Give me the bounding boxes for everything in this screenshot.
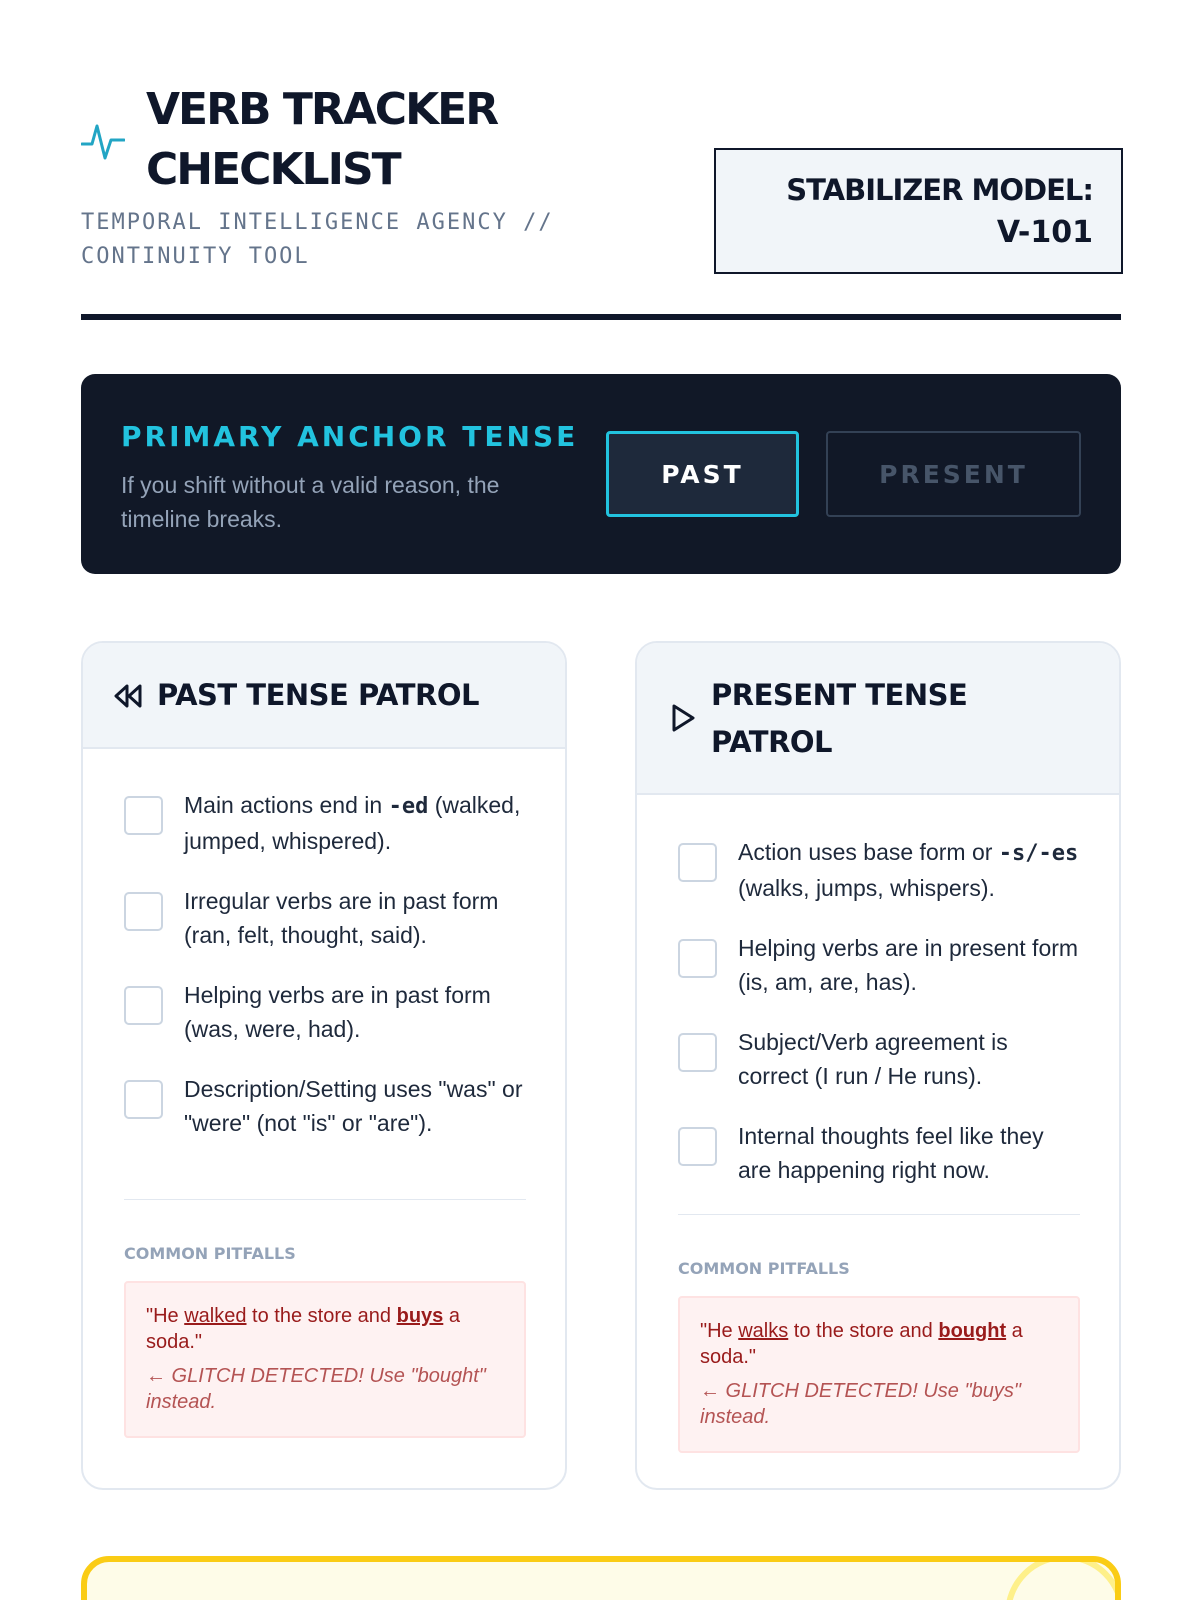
quote-text: a soda." bbox=[700, 1320, 1023, 1368]
list-item bbox=[678, 931, 1080, 999]
list-item bbox=[678, 835, 1080, 905]
pitfalls-label: COMMON PITFALLS bbox=[124, 1244, 296, 1263]
pitfall-example bbox=[678, 1296, 1080, 1453]
item-text: Main actions end in bbox=[184, 792, 389, 818]
item-text: Helping verbs are in past form (was, were, had). bbox=[184, 982, 491, 1042]
pitfall-example bbox=[124, 1281, 526, 1438]
pulse-icon bbox=[81, 120, 125, 164]
quote-text: to the store and bbox=[246, 1305, 397, 1327]
model-label: STABILIZER MODEL: bbox=[786, 173, 1093, 207]
anchor-tense-panel bbox=[81, 374, 1121, 574]
past-tense-patrol-card bbox=[81, 641, 567, 1490]
list-item bbox=[124, 788, 526, 858]
quote-text: "He bbox=[700, 1320, 739, 1342]
item-code: -s/-es bbox=[998, 841, 1079, 866]
stabilizer-model-box bbox=[714, 148, 1123, 274]
item-text: Subject/Verb agreement is correct (I run / He runs). bbox=[738, 1029, 1008, 1089]
rewind-icon bbox=[111, 679, 145, 713]
pitfall-quote bbox=[146, 1303, 506, 1355]
play-icon bbox=[665, 701, 699, 735]
item-text: Irregular verbs are in past form (ran, felt, thought, said). bbox=[184, 888, 499, 948]
header-divider bbox=[81, 314, 1121, 320]
card-title: PRESENT TENSE PATROL bbox=[711, 678, 968, 759]
quote-verb-error: bought bbox=[938, 1320, 1007, 1342]
item-text: Internal thoughts feel like they are happening right now. bbox=[738, 1123, 1044, 1183]
quote-text: "He bbox=[146, 1305, 185, 1327]
quote-verb-correct: walked bbox=[184, 1305, 247, 1327]
page-title-line2: CHECKLIST bbox=[146, 144, 400, 195]
item-text: Helping verbs are in present form (is, am, are, has). bbox=[738, 935, 1079, 995]
decorative-circle bbox=[1005, 1556, 1121, 1600]
past-tense-button[interactable]: PAST bbox=[606, 431, 799, 517]
quote-verb-error: buys bbox=[396, 1305, 444, 1327]
page-subtitle: TEMPORAL INTELLIGENCE AGENCY // CONTINUITY TOOL bbox=[81, 210, 554, 269]
pitfall-note: ← GLITCH DETECTED! Use "buys" instead. bbox=[700, 1380, 1021, 1428]
present-tense-button[interactable]: PRESENT bbox=[826, 431, 1081, 517]
item-text: Action uses base form or bbox=[738, 839, 999, 865]
checkbox[interactable] bbox=[678, 1127, 717, 1166]
pitfall-quote bbox=[700, 1318, 1060, 1370]
list-item bbox=[124, 978, 526, 1046]
list-item bbox=[124, 1072, 526, 1140]
present-checklist bbox=[678, 835, 1080, 1187]
card-header bbox=[637, 643, 1119, 795]
quote-verb-correct: walks bbox=[738, 1320, 789, 1342]
bottom-callout-panel bbox=[81, 1556, 1121, 1600]
checkbox[interactable] bbox=[678, 843, 717, 882]
checkbox[interactable] bbox=[678, 1033, 717, 1072]
quote-text: a soda." bbox=[146, 1305, 460, 1353]
item-text: (walks, jumps, whispers). bbox=[738, 875, 995, 901]
item-text: (walked, jumped, whispered). bbox=[184, 792, 521, 854]
section-divider bbox=[678, 1214, 1080, 1215]
quote-text: to the store and bbox=[788, 1320, 939, 1342]
item-text: Description/Setting uses "was" or "were" (not "is" or "are"). bbox=[184, 1076, 523, 1136]
anchor-title: PRIMARY ANCHOR TENSE bbox=[121, 420, 579, 453]
section-divider bbox=[124, 1199, 526, 1200]
list-item bbox=[678, 1119, 1080, 1187]
page-title-line1: VERB TRACKER bbox=[146, 84, 498, 135]
anchor-description: If you shift without a valid reason, the timeline breaks. bbox=[121, 472, 500, 532]
checkbox[interactable] bbox=[124, 1080, 163, 1119]
checkbox[interactable] bbox=[124, 796, 163, 835]
pitfall-note: ← GLITCH DETECTED! Use "bought" instead. bbox=[146, 1365, 486, 1413]
present-tense-patrol-card bbox=[635, 641, 1121, 1490]
checkbox[interactable] bbox=[678, 939, 717, 978]
checkbox[interactable] bbox=[124, 892, 163, 931]
pitfalls-label: COMMON PITFALLS bbox=[678, 1259, 850, 1278]
list-item bbox=[124, 884, 526, 952]
checkbox[interactable] bbox=[124, 986, 163, 1025]
card-title: PAST TENSE PATROL bbox=[157, 678, 479, 712]
item-code: -ed bbox=[388, 794, 429, 819]
past-checklist bbox=[124, 788, 526, 1140]
model-value: V-101 bbox=[996, 215, 1093, 250]
list-item bbox=[678, 1025, 1080, 1093]
page-header bbox=[81, 78, 1121, 318]
card-header bbox=[83, 643, 565, 749]
